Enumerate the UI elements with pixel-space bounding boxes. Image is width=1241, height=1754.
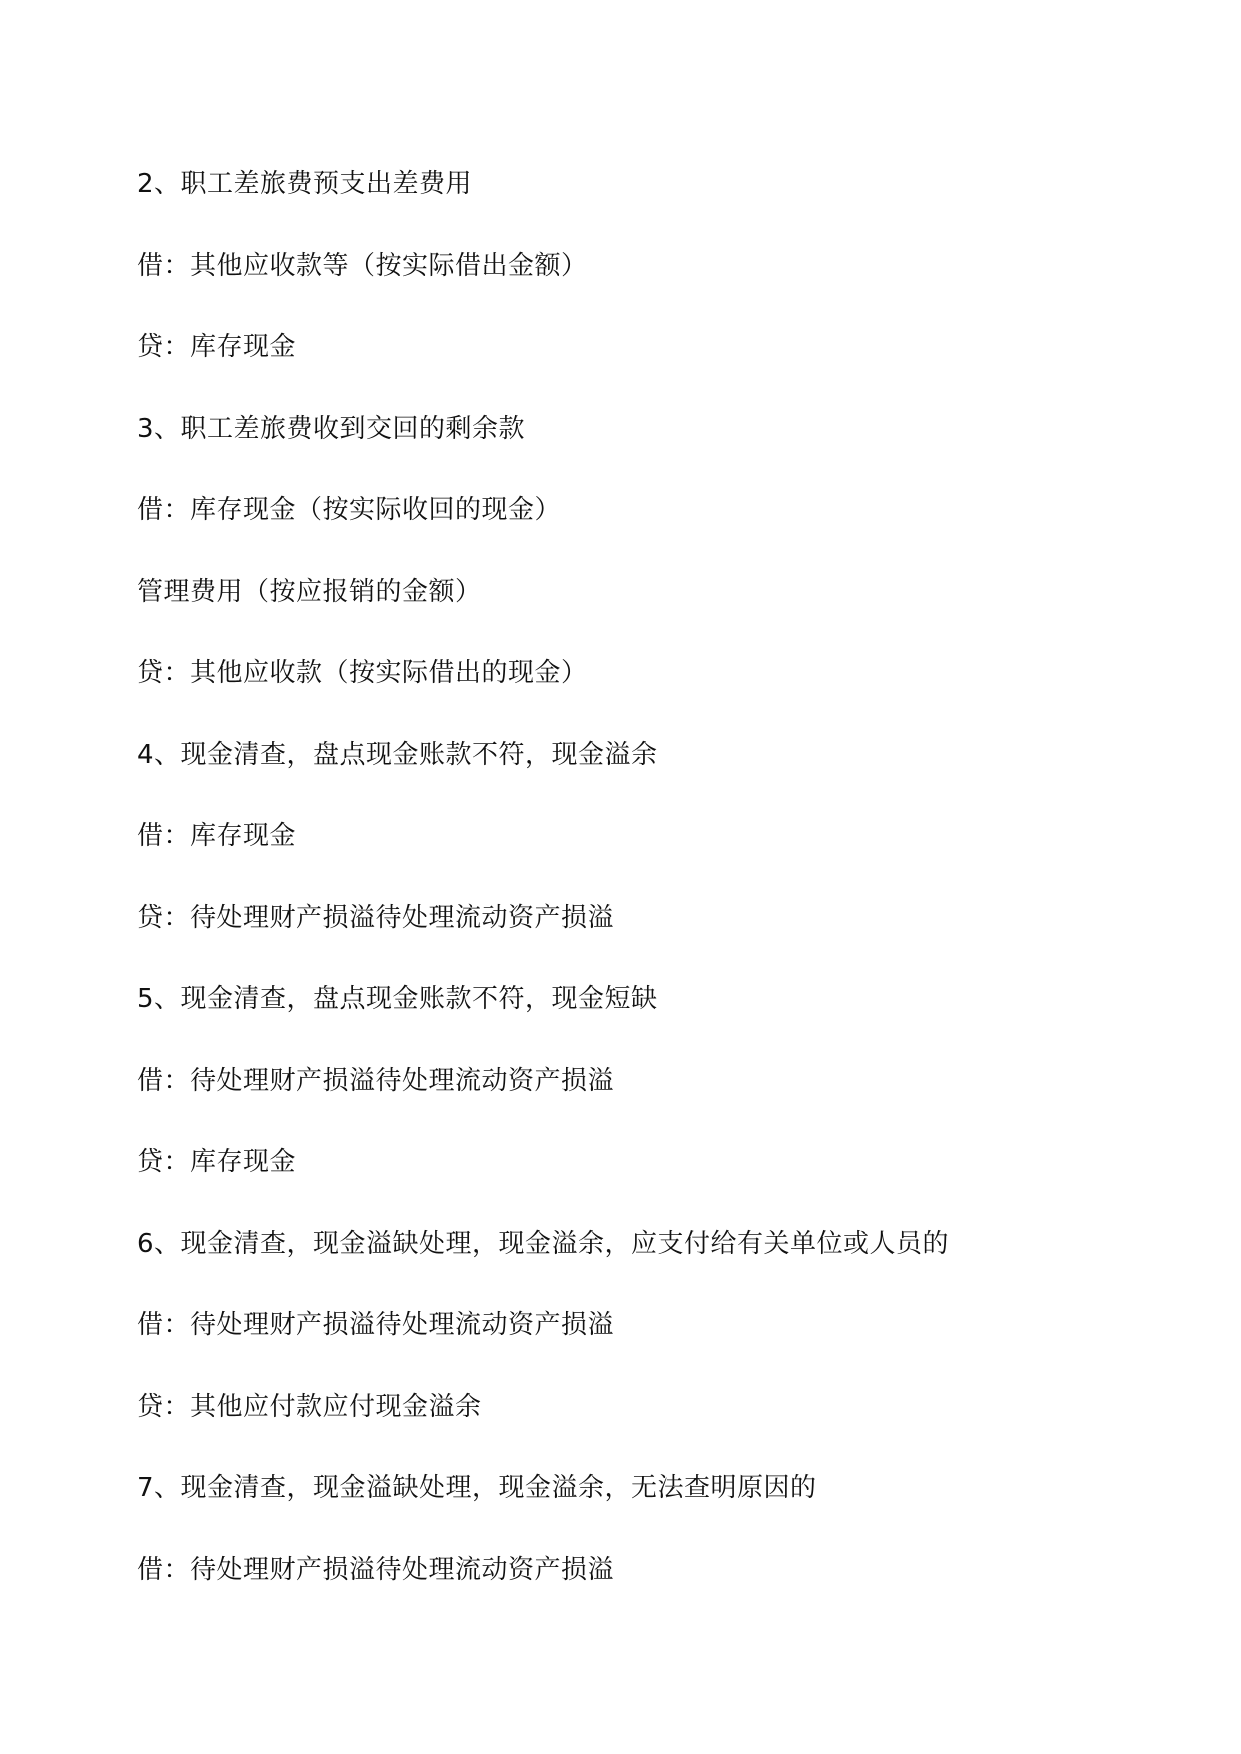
- debit-entry: 借：其他应收款等（按实际借出金额）: [137, 250, 588, 281]
- section-heading: 2、职工差旅费预支出差费用: [137, 169, 473, 199]
- debit-entry: 借：待处理财产损溢待处理流动资产损溢: [137, 1310, 615, 1340]
- credit-entry: 贷：待处理财产损溢待处理流动资产损溢: [137, 902, 615, 933]
- section-heading: 6、现金清查，现金溢缺处理，现金溢余，应支付给有关单位或人员的: [137, 1228, 950, 1259]
- section-heading: 4、现金清查，盘点现金账款不符，现金溢余: [137, 739, 658, 770]
- debit-entry: 借：库存现金（按实际收回的现金）: [137, 495, 562, 525]
- debit-entry: 借：待处理财产损溢待处理流动资产损溢: [137, 1554, 615, 1585]
- section-heading: 7、现金清查，现金溢缺处理，现金溢余，无法查明原因的: [137, 1473, 817, 1503]
- credit-entry: 贷：库存现金: [137, 332, 297, 362]
- credit-entry: 贷：其他应收款（按实际借出的现金）: [137, 658, 588, 688]
- credit-entry: 贷：其他应付款应付现金溢余: [137, 1391, 482, 1422]
- debit-entry: 借：待处理财产损溢待处理流动资产损溢: [137, 1065, 615, 1096]
- section-heading: 3、职工差旅费收到交回的剩余款: [137, 413, 526, 444]
- debit-entry: 借：库存现金: [137, 821, 297, 851]
- section-heading: 5、现金清查，盘点现金账款不符，现金短缺: [137, 984, 658, 1014]
- credit-entry: 贷：库存现金: [137, 1147, 297, 1177]
- debit-entry-continued: 管理费用（按应报销的金额）: [137, 576, 482, 607]
- document-body: [137, 170, 1137, 1637]
